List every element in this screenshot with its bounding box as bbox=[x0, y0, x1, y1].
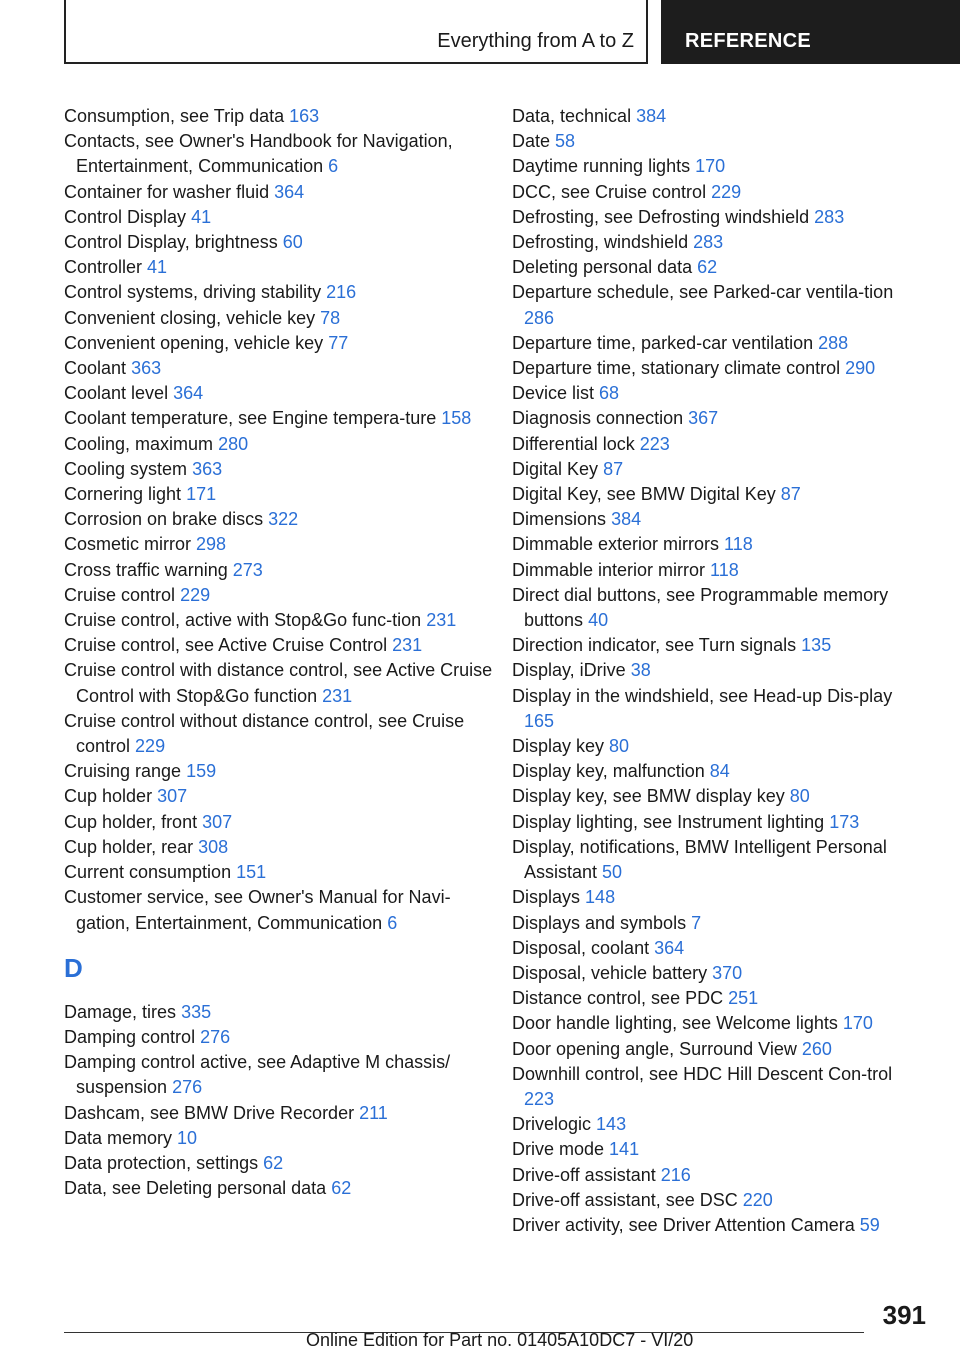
index-page-link[interactable]: 273 bbox=[232, 559, 263, 580]
index-entry bbox=[512, 482, 922, 507]
index-entry bbox=[512, 255, 922, 280]
index-entry-term: Controller bbox=[64, 257, 143, 278]
index-entry bbox=[512, 104, 922, 129]
index-entry-term: Convenient closing, vehicle key bbox=[64, 307, 316, 328]
index-entry-term: Customer service, see Owner's Manual for Navi-gation, Entertainment, Communication bbox=[64, 887, 451, 933]
index-entry bbox=[512, 885, 922, 910]
index-column-right bbox=[512, 104, 922, 1238]
index-entry-term: Drivelogic bbox=[512, 1114, 592, 1135]
index-entry-term: Departure time, parked-car ventilation bbox=[512, 332, 814, 353]
index-page-link[interactable]: 6 bbox=[387, 912, 398, 933]
index-entry-term: Dimmable interior mirror bbox=[512, 559, 706, 580]
index-page-link[interactable]: 141 bbox=[609, 1139, 640, 1160]
index-page-link[interactable]: 231 bbox=[392, 635, 423, 656]
index-entry-term: Cruise control without distance control, see Cruise control bbox=[64, 710, 465, 757]
index-entry bbox=[512, 129, 922, 154]
index-entry-term: Coolant temperature, see Engine tempera-ture bbox=[64, 408, 437, 429]
index-page-link[interactable]: 6 bbox=[328, 156, 339, 177]
index-entry bbox=[512, 381, 922, 406]
index-entry bbox=[512, 759, 922, 784]
index-page-link[interactable]: 363 bbox=[131, 358, 162, 379]
index-entry-term: Direction indicator, see Turn signals bbox=[512, 635, 797, 656]
index-entry bbox=[64, 784, 504, 809]
index-page-link[interactable]: 364 bbox=[274, 181, 305, 202]
index-page-link[interactable]: 7 bbox=[691, 912, 702, 933]
index-page-link[interactable]: 364 bbox=[654, 937, 685, 958]
index-entry-term: Damping control bbox=[64, 1026, 196, 1047]
index-entry bbox=[512, 961, 922, 986]
index-entry bbox=[64, 1000, 504, 1025]
index-entry bbox=[64, 1101, 504, 1126]
index-entry-term: Display key bbox=[512, 736, 605, 757]
index-page-link[interactable]: 148 bbox=[585, 887, 616, 908]
index-entry-term: Driver activity, see Driver Attention Camera bbox=[512, 1214, 855, 1235]
index-entry-term: Display in the windshield, see Head-up Dis-play bbox=[512, 685, 893, 706]
index-entry-term: Cruising range bbox=[64, 761, 182, 782]
index-page-link[interactable]: 211 bbox=[359, 1102, 388, 1123]
page-number: 391 bbox=[882, 1300, 926, 1330]
index-entry bbox=[64, 255, 504, 280]
index-entry bbox=[64, 835, 504, 860]
index-page-link[interactable]: 38 bbox=[630, 660, 651, 681]
index-entry bbox=[512, 1112, 922, 1137]
index-page-link[interactable]: 223 bbox=[524, 1088, 555, 1109]
index-entry bbox=[512, 432, 922, 457]
index-page-link[interactable]: 165 bbox=[524, 710, 555, 731]
index-entry-term: Cornering light bbox=[64, 484, 182, 505]
index-entry bbox=[64, 230, 504, 255]
index-entry-term: Data protection, settings bbox=[64, 1152, 259, 1173]
index-entry-term: Door opening angle, Surround View bbox=[512, 1038, 797, 1059]
index-page-link[interactable]: 260 bbox=[801, 1038, 832, 1059]
index-entry-term: Dimmable exterior mirrors bbox=[512, 534, 720, 555]
index-page-link[interactable]: 370 bbox=[712, 962, 743, 983]
index-page-link[interactable]: 80 bbox=[609, 736, 630, 757]
index-entry bbox=[64, 507, 504, 532]
index-entry bbox=[512, 633, 922, 658]
index-page-link[interactable]: 41 bbox=[191, 206, 212, 227]
index-entry bbox=[64, 608, 504, 633]
index-entry-term: Display, iDrive bbox=[512, 660, 626, 681]
index-entry bbox=[64, 1050, 504, 1100]
index-entry-term: Digital Key, see BMW Digital Key bbox=[512, 484, 776, 505]
index-entry-term: Cup holder, rear bbox=[64, 836, 194, 857]
index-entry bbox=[512, 205, 922, 230]
index-entry-term: Control Display, brightness bbox=[64, 232, 278, 253]
index-entry bbox=[64, 280, 504, 305]
index-entry bbox=[64, 1151, 504, 1176]
index-entry-term: Control Display bbox=[64, 206, 187, 227]
index-page-link[interactable]: 170 bbox=[842, 1013, 873, 1034]
index-page-link[interactable]: 290 bbox=[845, 358, 876, 379]
index-entry bbox=[512, 734, 922, 759]
index-entry bbox=[64, 885, 504, 935]
index-entry bbox=[64, 381, 504, 406]
index-entry-term: Dashcam, see BMW Drive Recorder bbox=[64, 1102, 355, 1123]
index-page-link[interactable]: 288 bbox=[818, 332, 849, 353]
index-entry bbox=[512, 1037, 922, 1062]
index-entry-term: Defrosting, windshield bbox=[512, 232, 689, 253]
index-entry bbox=[512, 684, 922, 734]
index-page-link[interactable]: 40 bbox=[588, 610, 609, 631]
index-page-link[interactable]: 286 bbox=[524, 307, 555, 328]
index-entry bbox=[64, 532, 504, 557]
index-entry bbox=[64, 306, 504, 331]
index-entry bbox=[512, 532, 922, 557]
index-entry bbox=[64, 482, 504, 507]
index-page-link[interactable]: 280 bbox=[218, 433, 249, 454]
index-entry-term: Door handle lighting, see Welcome lights bbox=[512, 1013, 838, 1034]
index-entry bbox=[512, 154, 922, 179]
index-page-link[interactable]: 59 bbox=[859, 1214, 880, 1235]
index-entry-term: Cooling, maximum bbox=[64, 433, 214, 454]
index-page-link[interactable]: 173 bbox=[829, 811, 860, 832]
index-page-link[interactable]: 151 bbox=[236, 862, 267, 883]
index-entry-term: Digital Key bbox=[512, 458, 599, 479]
index-entry bbox=[512, 356, 922, 381]
index-page-link[interactable]: 171 bbox=[186, 484, 217, 505]
index-entry bbox=[512, 180, 922, 205]
index-entry-term: Consumption, see Trip data bbox=[64, 106, 285, 126]
index-page-link[interactable]: 159 bbox=[186, 761, 217, 782]
index-page-link[interactable]: 80 bbox=[789, 786, 810, 807]
index-page-link[interactable]: 158 bbox=[441, 408, 472, 429]
index-entry-term: Defrosting, see Defrosting windshield bbox=[512, 206, 810, 227]
index-page-link[interactable]: 223 bbox=[639, 433, 670, 454]
index-entry-term: Display key, see BMW display key bbox=[512, 786, 785, 807]
index-page-link[interactable]: 77 bbox=[328, 332, 349, 353]
index-entry-term: Differential lock bbox=[512, 433, 635, 454]
index-page-link[interactable]: 41 bbox=[147, 257, 168, 278]
index-entry-term: Corrosion on brake discs bbox=[64, 509, 264, 530]
index-page-link[interactable]: 364 bbox=[173, 383, 204, 404]
index-column-left bbox=[64, 104, 504, 1201]
index-entry bbox=[64, 810, 504, 835]
index-entry-term: Cruise control bbox=[64, 584, 176, 605]
index-entry bbox=[512, 1011, 922, 1036]
index-entry-term: Cruise control, active with Stop&Go func-tion bbox=[64, 610, 422, 631]
index-entry bbox=[512, 1163, 922, 1188]
index-page-link[interactable]: 84 bbox=[709, 761, 730, 782]
index-page-link[interactable]: 283 bbox=[693, 232, 724, 253]
index-page-link[interactable]: 163 bbox=[289, 106, 320, 126]
footer-edition: Online Edition for Part no. 01405A10DC7 - VI/20 bbox=[306, 1330, 694, 1350]
index-page-link[interactable]: 251 bbox=[728, 988, 759, 1009]
index-entry-term: Cross traffic warning bbox=[64, 559, 228, 580]
index-page-link[interactable]: 229 bbox=[711, 181, 742, 202]
index-entry-term: Damage, tires bbox=[64, 1001, 177, 1022]
index-entry bbox=[512, 835, 922, 885]
index-entry bbox=[512, 658, 922, 683]
index-page-link[interactable]: 10 bbox=[177, 1127, 198, 1148]
index-page-link[interactable]: 118 bbox=[710, 559, 739, 580]
index-entry-term: Data, technical bbox=[512, 106, 632, 126]
index-page-link[interactable]: 307 bbox=[157, 786, 188, 807]
index-page-link[interactable]: 216 bbox=[326, 282, 357, 303]
index-entry bbox=[512, 230, 922, 255]
index-page-link[interactable]: 87 bbox=[603, 458, 624, 479]
index-entry bbox=[512, 986, 922, 1011]
header-chapter-tab bbox=[661, 0, 960, 64]
index-entry-term: Daytime running lights bbox=[512, 156, 691, 177]
index-page-link[interactable]: 62 bbox=[697, 257, 718, 278]
index-entry bbox=[64, 205, 504, 230]
index-entry-term: Control systems, driving stability bbox=[64, 282, 322, 303]
index-entry-term: Direct dial buttons, see Programmable memory buttons bbox=[512, 584, 889, 631]
index-entry bbox=[512, 1137, 922, 1162]
index-entry-term: Drive-off assistant, see DSC bbox=[512, 1189, 738, 1210]
index-page-link[interactable]: 50 bbox=[602, 862, 623, 883]
index-entry-term: DCC, see Cruise control bbox=[512, 181, 707, 202]
index-page-link[interactable]: 216 bbox=[660, 1164, 691, 1185]
index-entry-term: Display lighting, see Instrument lighting bbox=[512, 811, 825, 832]
index-page-link[interactable]: 276 bbox=[200, 1026, 231, 1047]
index-entry-term: Current consumption bbox=[64, 862, 232, 883]
index-page-link[interactable]: 231 bbox=[426, 610, 457, 631]
index-entry-term: Departure time, stationary climate control bbox=[512, 358, 841, 379]
index-entry bbox=[64, 709, 504, 759]
index-entry bbox=[64, 129, 504, 179]
index-page-link[interactable]: 58 bbox=[555, 131, 576, 152]
index-entry bbox=[64, 860, 504, 885]
index-entry-term: Cooling system bbox=[64, 458, 188, 479]
index-entry bbox=[512, 457, 922, 482]
index-group-d-continued bbox=[512, 104, 922, 1238]
index-entry-term: Data memory bbox=[64, 1127, 173, 1148]
index-entry-term: Coolant level bbox=[64, 383, 169, 404]
index-entry bbox=[64, 633, 504, 658]
index-entry bbox=[64, 432, 504, 457]
index-page-link[interactable]: 60 bbox=[282, 232, 303, 253]
index-entry bbox=[512, 1213, 922, 1238]
index-page-link[interactable]: 231 bbox=[322, 685, 353, 706]
index-page-link[interactable]: 384 bbox=[636, 106, 667, 126]
index-entry-term: Deleting personal data bbox=[512, 257, 693, 278]
index-group-c bbox=[64, 104, 504, 936]
index-entry bbox=[512, 280, 922, 330]
index-page-link[interactable]: 170 bbox=[695, 156, 726, 177]
index-entry bbox=[512, 583, 922, 633]
index-entry bbox=[512, 911, 922, 936]
index-entry bbox=[512, 810, 922, 835]
index-entry-term: Cruise control, see Active Cruise Control bbox=[64, 635, 388, 656]
index-entry bbox=[512, 936, 922, 961]
index-page-link[interactable]: 308 bbox=[198, 836, 229, 857]
index-entry-term: Display, notifications, BMW Intelligent Personal Assistant bbox=[512, 836, 887, 883]
index-entry bbox=[64, 558, 504, 583]
index-entry-term: Cup holder, front bbox=[64, 811, 198, 832]
index-entry bbox=[64, 457, 504, 482]
index-entry-term: Damping control active, see Adaptive M chassis/ suspension bbox=[64, 1052, 451, 1098]
index-entry bbox=[64, 1176, 504, 1201]
index-entry bbox=[64, 331, 504, 356]
index-entry-term: Data, see Deleting personal data bbox=[64, 1178, 327, 1199]
index-page-link[interactable]: 283 bbox=[814, 206, 845, 227]
index-entry-term: Distance control, see PDC bbox=[512, 988, 724, 1009]
index-entry bbox=[512, 507, 922, 532]
index-entry-term: Diagnosis connection bbox=[512, 408, 684, 429]
index-entry-term: Cosmetic mirror bbox=[64, 534, 192, 555]
index-entry bbox=[64, 104, 504, 129]
index-page-link[interactable]: 307 bbox=[202, 811, 233, 832]
index-entry bbox=[512, 558, 922, 583]
index-entry-term: Drive mode bbox=[512, 1139, 605, 1160]
index-entry bbox=[64, 759, 504, 784]
index-page-link[interactable]: 62 bbox=[263, 1152, 284, 1173]
chapter-title: REFERENCE bbox=[685, 30, 812, 52]
index-page-link[interactable]: 384 bbox=[611, 509, 642, 530]
index-page-link[interactable]: 276 bbox=[172, 1077, 203, 1098]
index-page-link[interactable]: 143 bbox=[596, 1114, 627, 1135]
index-entry-term: Display key, malfunction bbox=[512, 761, 705, 782]
index-entry-term: Cruise control with distance control, see Active Cruise Control with Stop&Go function bbox=[64, 660, 493, 706]
index-entry bbox=[512, 406, 922, 431]
index-entry bbox=[64, 356, 504, 381]
index-page-link[interactable]: 229 bbox=[180, 584, 211, 605]
index-entry bbox=[64, 1025, 504, 1050]
index-page-link[interactable]: 135 bbox=[801, 635, 832, 656]
index-page-link[interactable]: 68 bbox=[599, 383, 620, 404]
index-page-link[interactable]: 363 bbox=[192, 458, 223, 479]
index-entry-term: Contacts, see Owner's Handbook for Navigation, Entertainment, Communication bbox=[64, 131, 453, 177]
index-page-link[interactable]: 229 bbox=[135, 736, 166, 757]
index-entry-term: Departure schedule, see Parked-car ventila-tion bbox=[512, 282, 894, 303]
index-entry-term: Displays and symbols bbox=[512, 912, 687, 933]
index-entry bbox=[512, 331, 922, 356]
index-entry-term: Displays bbox=[512, 887, 581, 908]
index-entry bbox=[512, 784, 922, 809]
index-entry-term: Device list bbox=[512, 383, 595, 404]
index-entry-term: Container for washer fluid bbox=[64, 181, 270, 202]
index-entry-term: Downhill control, see HDC Hill Descent Con-trol bbox=[512, 1063, 893, 1084]
index-page-link[interactable]: 118 bbox=[724, 534, 753, 555]
index-entry-term: Disposal, vehicle battery bbox=[512, 962, 708, 983]
index-page-link[interactable]: 220 bbox=[742, 1189, 773, 1210]
index-page-link[interactable]: 335 bbox=[181, 1001, 212, 1022]
index-group-d bbox=[64, 1000, 504, 1202]
index-page-link[interactable]: 78 bbox=[320, 307, 341, 328]
index-entry bbox=[512, 1188, 922, 1213]
index-page-link[interactable]: 62 bbox=[331, 1178, 352, 1199]
index-entry-term: Cup holder bbox=[64, 786, 153, 807]
index-letter-heading: D bbox=[64, 952, 83, 983]
index-page-link[interactable]: 322 bbox=[268, 509, 299, 530]
index-entry-term: Date bbox=[512, 131, 551, 152]
index-entry bbox=[512, 1062, 922, 1112]
index-entry-term: Convenient opening, vehicle key bbox=[64, 332, 324, 353]
index-entry-term: Drive-off assistant bbox=[512, 1164, 656, 1185]
section-title: Everything from A to Z bbox=[437, 30, 634, 52]
index-entry-term: Disposal, coolant bbox=[512, 937, 650, 958]
index-page-link[interactable]: 367 bbox=[688, 408, 719, 429]
index-entry bbox=[64, 583, 504, 608]
index-entry-term: Coolant bbox=[64, 358, 127, 379]
index-page-link[interactable]: 298 bbox=[196, 534, 227, 555]
index-page-link[interactable]: 87 bbox=[780, 484, 801, 505]
index-entry bbox=[64, 658, 504, 708]
index-entry bbox=[64, 1126, 504, 1151]
header-section-tab bbox=[64, 0, 648, 64]
index-entry bbox=[64, 406, 504, 431]
index-entry-term: Dimensions bbox=[512, 509, 607, 530]
index-entry bbox=[64, 180, 504, 205]
